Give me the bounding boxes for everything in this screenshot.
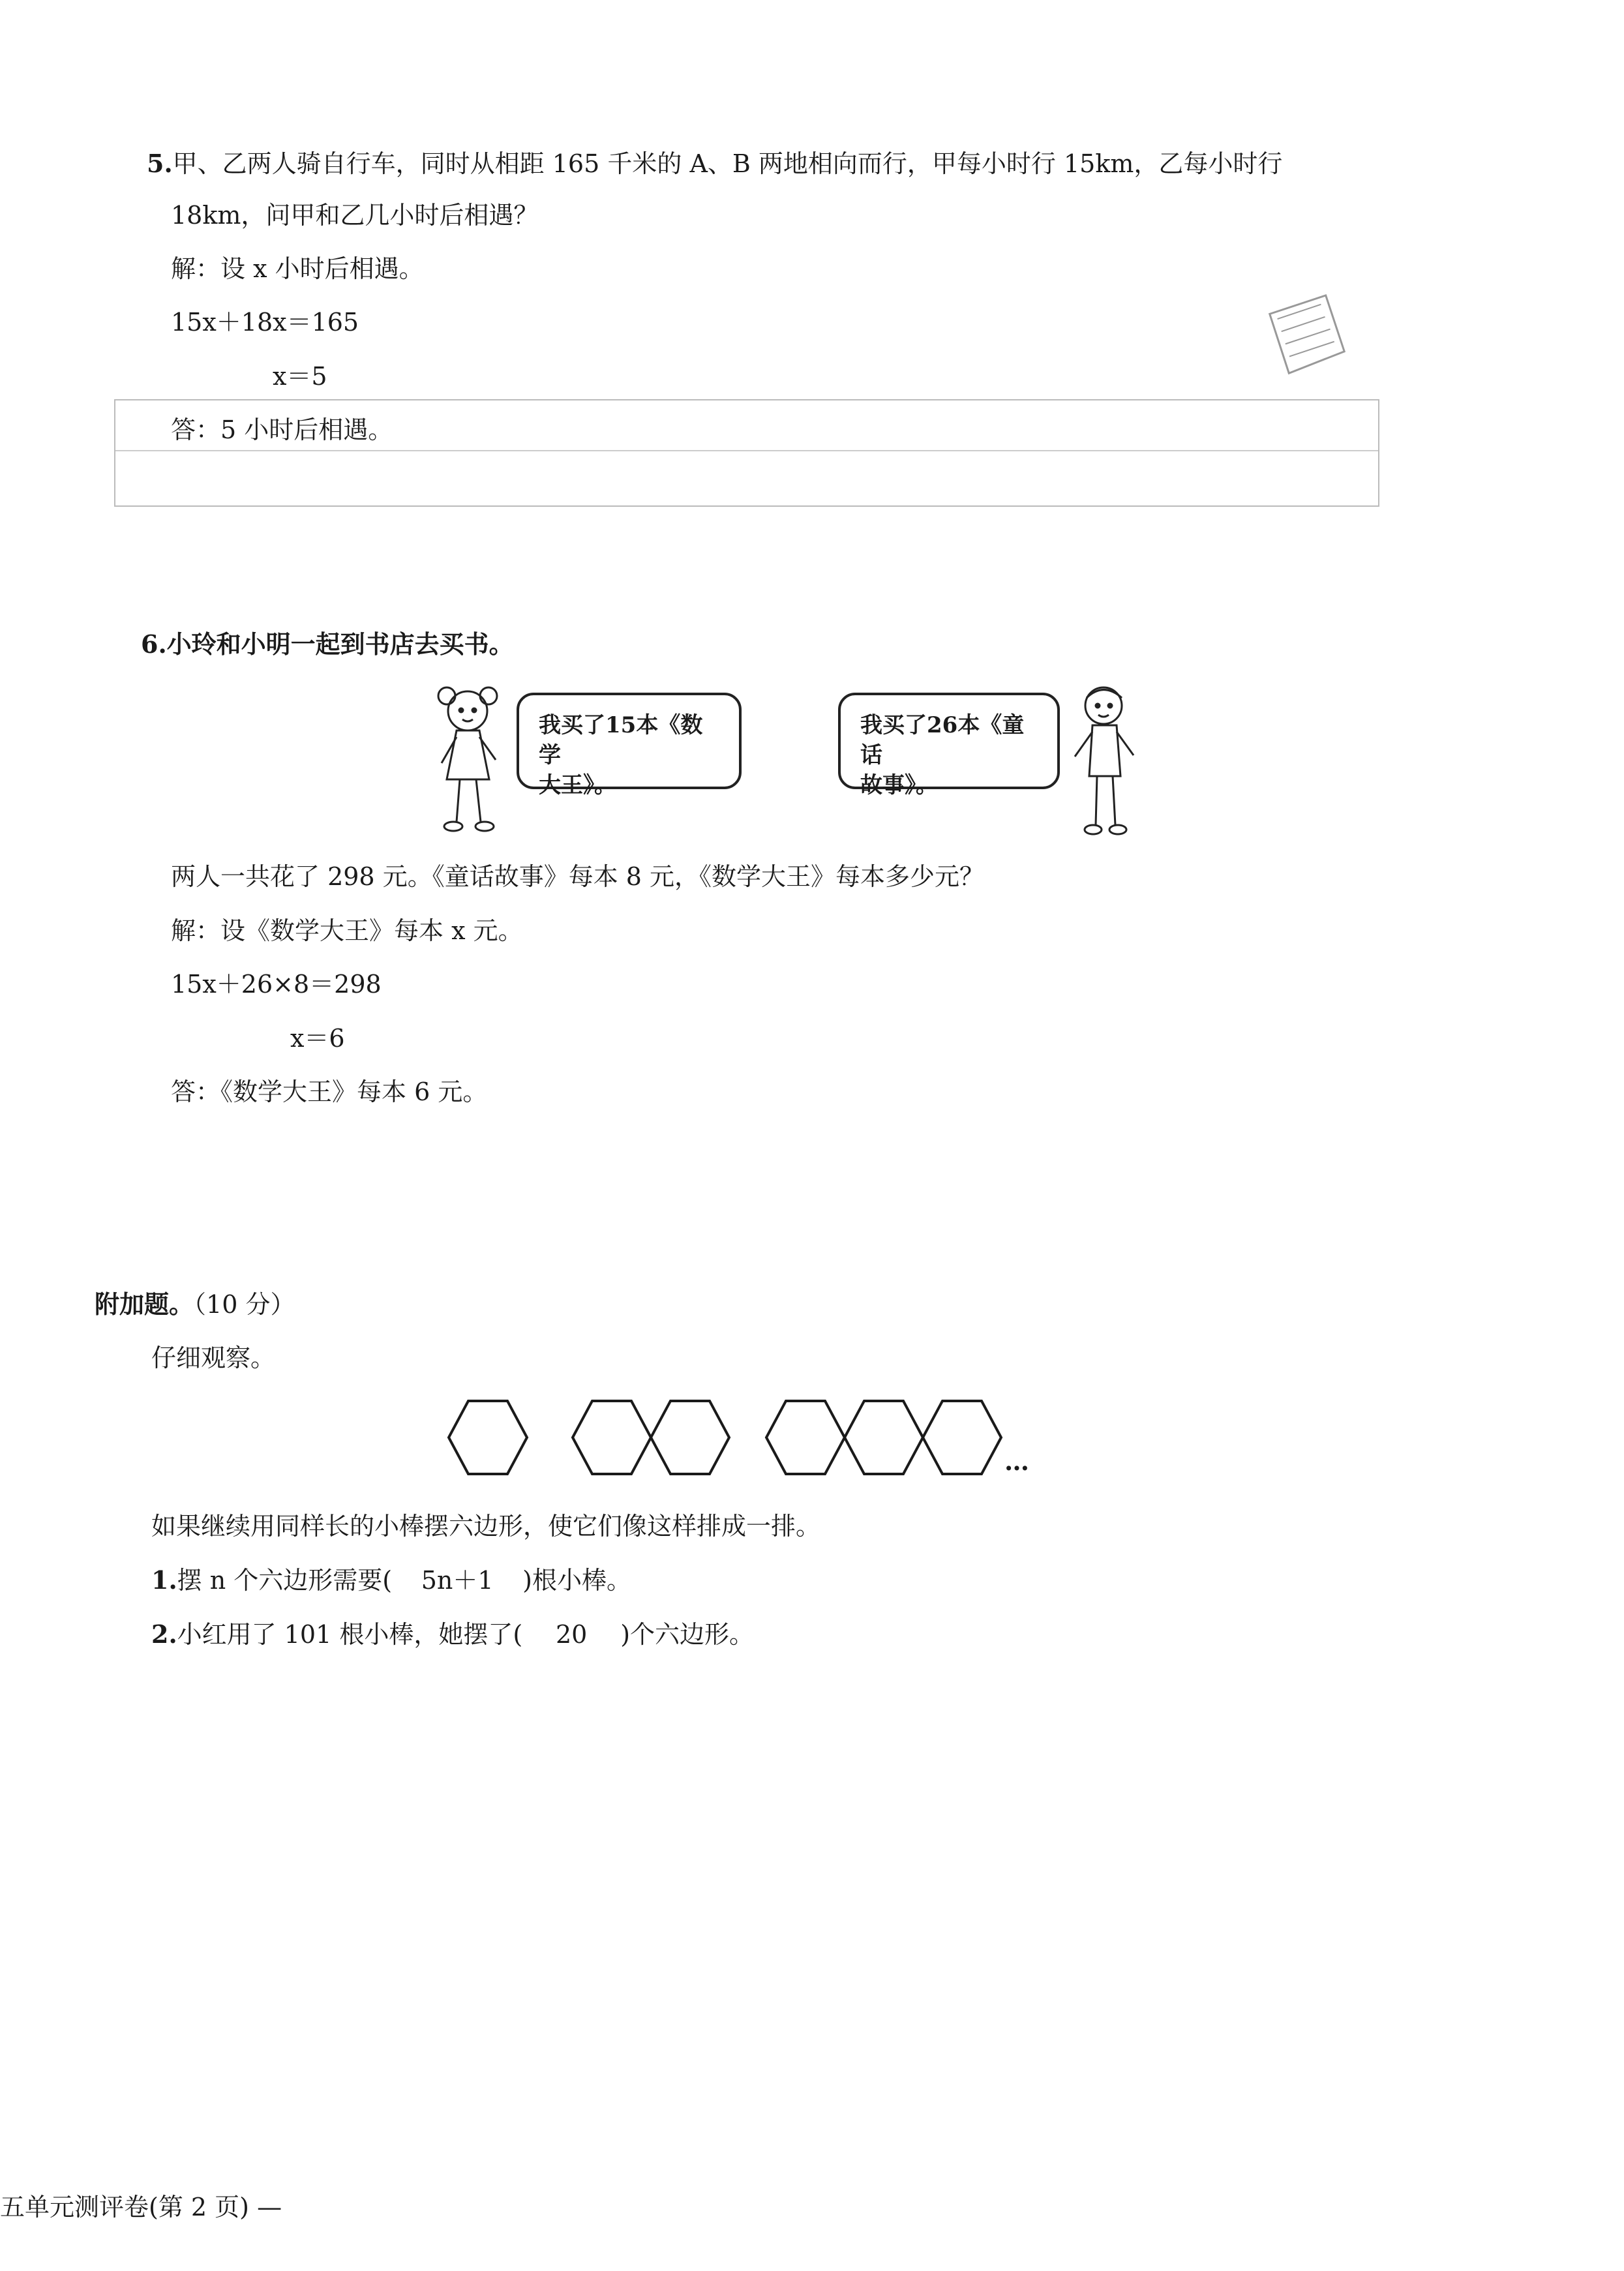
- boy-illustration: [1063, 678, 1148, 845]
- bleed-line: [114, 505, 1379, 507]
- hexagon-diagram: [437, 1396, 1050, 1481]
- bonus-q1-answer: 5n＋1: [421, 1566, 494, 1595]
- hexagon-group-3: [766, 1401, 1001, 1474]
- q5-equation-2: x＝5: [273, 362, 327, 391]
- bleed-line: [114, 399, 1379, 400]
- q6-equation-1: 15x＋26×8＝298: [171, 970, 382, 999]
- q5-equation-1: 15x＋18x＝165: [171, 308, 359, 337]
- bubble-right: 我买了26本《童话 故事》。: [838, 693, 1060, 789]
- bonus-intro: 仔细观察。: [151, 1344, 276, 1372]
- q5-line1: [147, 149, 1282, 179]
- bonus-q2-number: 2.: [151, 1619, 177, 1649]
- q6-answer: 答：《数学大王》每本 6 元。: [171, 1077, 488, 1106]
- q6-equation-2: x＝6: [290, 1024, 345, 1053]
- bubble-left: 我买了15本《数学 大王》。: [517, 693, 742, 789]
- bonus-q2-prefix: 小红用了 101 根小棒，她摆了(: [177, 1620, 523, 1649]
- q5-text: 甲、乙两人骑自行车，同时从相距 165 千米的 A、B 两地相向而行，甲每小时行 15km，乙每小时行: [172, 149, 1283, 178]
- q5-line2: 18km，问甲和乙几小时后相遇？: [171, 201, 539, 230]
- bonus-description: 如果继续用同样长的小棒摆六边形，使它们像这样排成一排。: [151, 1512, 821, 1541]
- bleed-line: [1378, 399, 1379, 507]
- bleed-line: [114, 399, 115, 507]
- bonus-q1-suffix: )根小棒。: [522, 1566, 631, 1595]
- bonus-title: 附加题。: [95, 1289, 194, 1319]
- q6-problem: 两人一共花了 298 元。《童话故事》每本 8 元，《数学大王》每本多少元？: [171, 862, 985, 891]
- stamp-icon: [1262, 287, 1353, 385]
- q5-number: 5.: [147, 149, 173, 178]
- bonus-q1: [151, 1565, 631, 1596]
- ellipsis: …: [1004, 1447, 1029, 1476]
- bonus-q1-prefix: 摆 n 个六边形需要(: [177, 1566, 393, 1595]
- bonus-q2-answer: 20: [556, 1620, 588, 1649]
- q5-solve: 解：设 x 小时后相遇。: [171, 254, 424, 283]
- girl-illustration: [427, 682, 512, 841]
- bonus-q2: [151, 1619, 754, 1650]
- q6-title-line: [141, 629, 514, 660]
- bonus-q2-suffix: )个六边形。: [620, 1620, 755, 1649]
- q6-title: 小玲和小明一起到书店去买书。: [166, 629, 514, 659]
- bonus-q1-number: 1.: [151, 1565, 177, 1595]
- hexagon-group-2: [573, 1401, 729, 1474]
- bonus-heading: [95, 1289, 295, 1320]
- page-footer: 五单元测评卷(第 2 页) —: [0, 2193, 282, 2221]
- q6-solve: 解：设《数学大王》每本 x 元。: [171, 916, 523, 945]
- bonus-score: （10 分）: [194, 1290, 295, 1319]
- hexagon-group-1: [449, 1401, 527, 1474]
- bleed-line: [114, 450, 1379, 451]
- q5-answer: 答：5 小时后相遇。: [171, 415, 393, 444]
- q6-number: 6.: [141, 629, 167, 659]
